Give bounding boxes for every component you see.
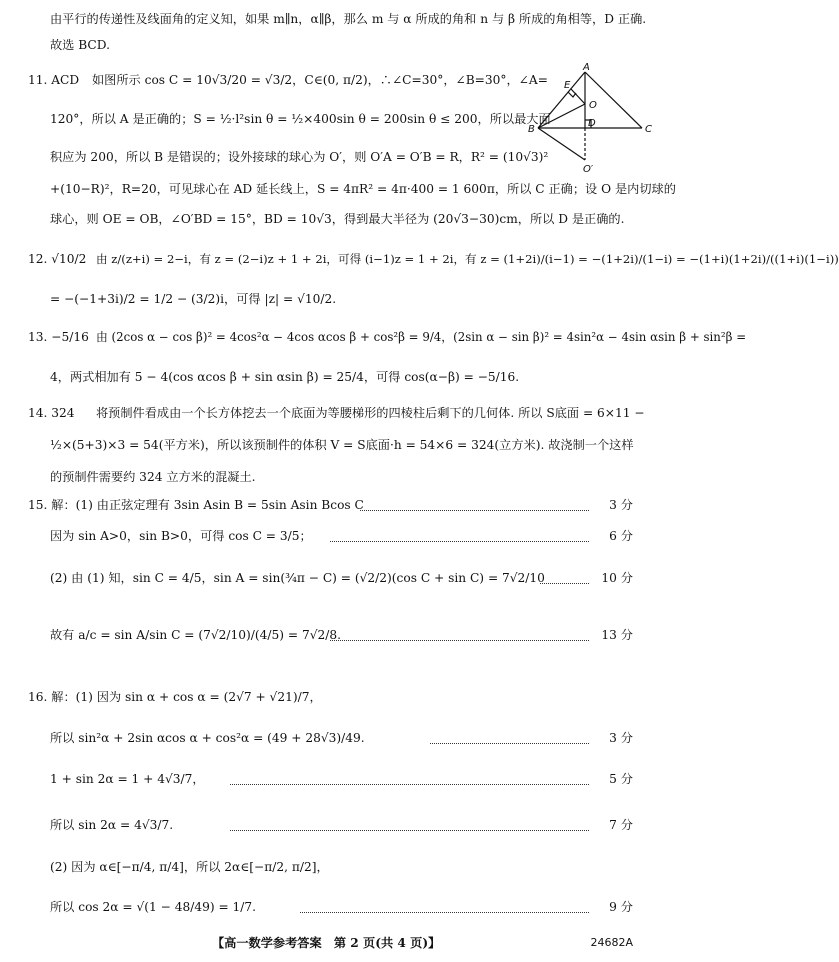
q16-score-4: 7 分: [609, 818, 633, 832]
q14-line-1: 将预制件看成由一个长方体挖去一个底面为等腰梯形的四棱柱后剩下的几何体. 所以 S底面 = 6×11 −: [96, 406, 645, 420]
q15-score-1: 3 分: [609, 498, 633, 512]
intro-line-1: 由平行的传递性及线面角的定义知，如果 m∥n，α∥β，那么 m 与 α 所成的角和 n 与 β 所成的角相等，D 正确.: [50, 12, 647, 26]
q16-line-4: 所以 sin 2α = 4√3/7.: [50, 818, 174, 832]
q16-head: 16. 解：(1) 因为 sin α + cos α = (2√7 + √21)/7，: [28, 690, 322, 704]
footer-code: 24682A: [590, 936, 633, 949]
cone-section-figure: [528, 62, 658, 176]
label-B: B: [528, 124, 535, 135]
q15-head: 15. 解：(1) 由正弦定理有 3sin Asin B = 5sin Asin Bcos C: [28, 498, 364, 512]
q15-score-3: 10 分: [601, 571, 633, 585]
q12-line-2: = −(−1+3i)/2 = 1/2 − (3/2)i，可得 |z| = √10/2.: [50, 292, 337, 306]
dot-leader: [360, 510, 589, 511]
q16-score-3: 5 分: [609, 772, 633, 786]
q12-label: 12. √10/2: [28, 252, 87, 266]
q15-score-4: 13 分: [601, 628, 633, 642]
q12-line-1: 由 z/(z+i) = 2−i，有 z = (2−i)z + 1 + 2i，可得 (i−1)z = 1 + 2i，有 z = (1+2i)/(i−1) = −(1+2i)/(1−i) = −(1+i)(1+2i)/((1+i)(1−i)): [96, 252, 839, 266]
q16-line-5: (2) 因为 α∈[−π/4, π/4]，所以 2α∈[−π/2, π/2]，: [50, 860, 329, 874]
label-C: C: [645, 124, 652, 135]
q15-line-3: (2) 由 (1) 知，sin C = 4/5，sin A = sin(¾π − C) = (√2/2)(cos C + sin C) = 7√2/10: [50, 571, 545, 585]
label-D: D: [588, 118, 596, 129]
q13-line-2: 4，两式相加有 5 − 4(cos αcos β + sin αsin β) = 25/4，可得 cos(α−β) = −5/16.: [50, 370, 520, 384]
q15-score-2: 6 分: [609, 529, 633, 543]
q16-line-6: 所以 cos 2α = √(1 − 48/49) = 1/7.: [50, 900, 257, 914]
dot-leader: [430, 743, 589, 744]
q14-line-2: ½×(5+3)×3 = 54(平方米)，所以该预制件的体积 V = S底面·h = 54×6 = 324(立方米). 故浇制一个这样: [50, 438, 634, 452]
q15-line-2: 因为 sin A>0，sin B>0，可得 cos C = 3/5；: [50, 529, 312, 543]
q11-line-2: 120°，所以 A 是正确的；S = ½·l²sin θ = ½×400sin θ = 200sin θ ≤ 200，所以最大面: [50, 112, 551, 126]
q11-label: 11. ACD: [28, 73, 80, 87]
q11-line-5: 球心，则 OE = OB，∠O′BD = 15°，BD = 10√3，得到最大半径为 (20√3−30)cm，所以 D 是正确的.: [50, 212, 625, 226]
dot-leader: [330, 640, 589, 641]
label-O: O: [589, 100, 597, 111]
intro-line-2: 故选 BCD.: [50, 38, 110, 52]
q11-line-1: 如图所示 cos C = 10√3/20 = √3/2，C∈(0, π/2)，∴∠C=30°，∠B=30°，∠A=: [92, 73, 548, 87]
dot-leader: [300, 912, 589, 913]
q14-label: 14. 324: [28, 406, 75, 420]
dot-leader: [330, 541, 589, 542]
label-E: E: [564, 80, 571, 91]
q13-line-1: 由 (2cos α − cos β)² = 4cos²α − 4cos αcos β + cos²β = 9/4，(2sin α − sin β)² = 4sin²α − 4sin αsin β + sin²β =: [96, 330, 747, 344]
q13-label: 13. −5/16: [28, 330, 89, 344]
q11-line-3: 积应为 200，所以 B 是错误的；设外接球的球心为 O′，则 O′A = O′B = R，R² = (10√3)²: [50, 150, 549, 164]
footer-title: 【高一数学参考答案 第 2 页(共 4 页)】: [212, 936, 441, 950]
dot-leader: [230, 830, 589, 831]
label-A: A: [583, 62, 590, 73]
q15-line-4: 故有 a/c = sin A/sin C = (7√2/10)/(4/5) = 7√2/8.: [50, 628, 341, 642]
dot-leader: [540, 583, 589, 584]
q14-line-3: 的预制件需要约 324 立方米的混凝土.: [50, 470, 256, 484]
dot-leader: [230, 784, 589, 785]
q16-score-6: 9 分: [609, 900, 633, 914]
q16-line-3: 1 + sin 2α = 1 + 4√3/7，: [50, 772, 205, 786]
q16-score-2: 3 分: [609, 731, 633, 745]
label-O-prime: O′: [583, 164, 594, 175]
q11-line-4: +(10−R)²，R=20，可见球心在 AD 延长线上，S = 4πR² = 4π·400 = 1 600π，所以 C 正确；设 O 是内切球的: [50, 182, 676, 196]
q16-line-2: 所以 sin²α + 2sin αcos α + cos²α = (49 + 28√3)/49.: [50, 731, 365, 745]
